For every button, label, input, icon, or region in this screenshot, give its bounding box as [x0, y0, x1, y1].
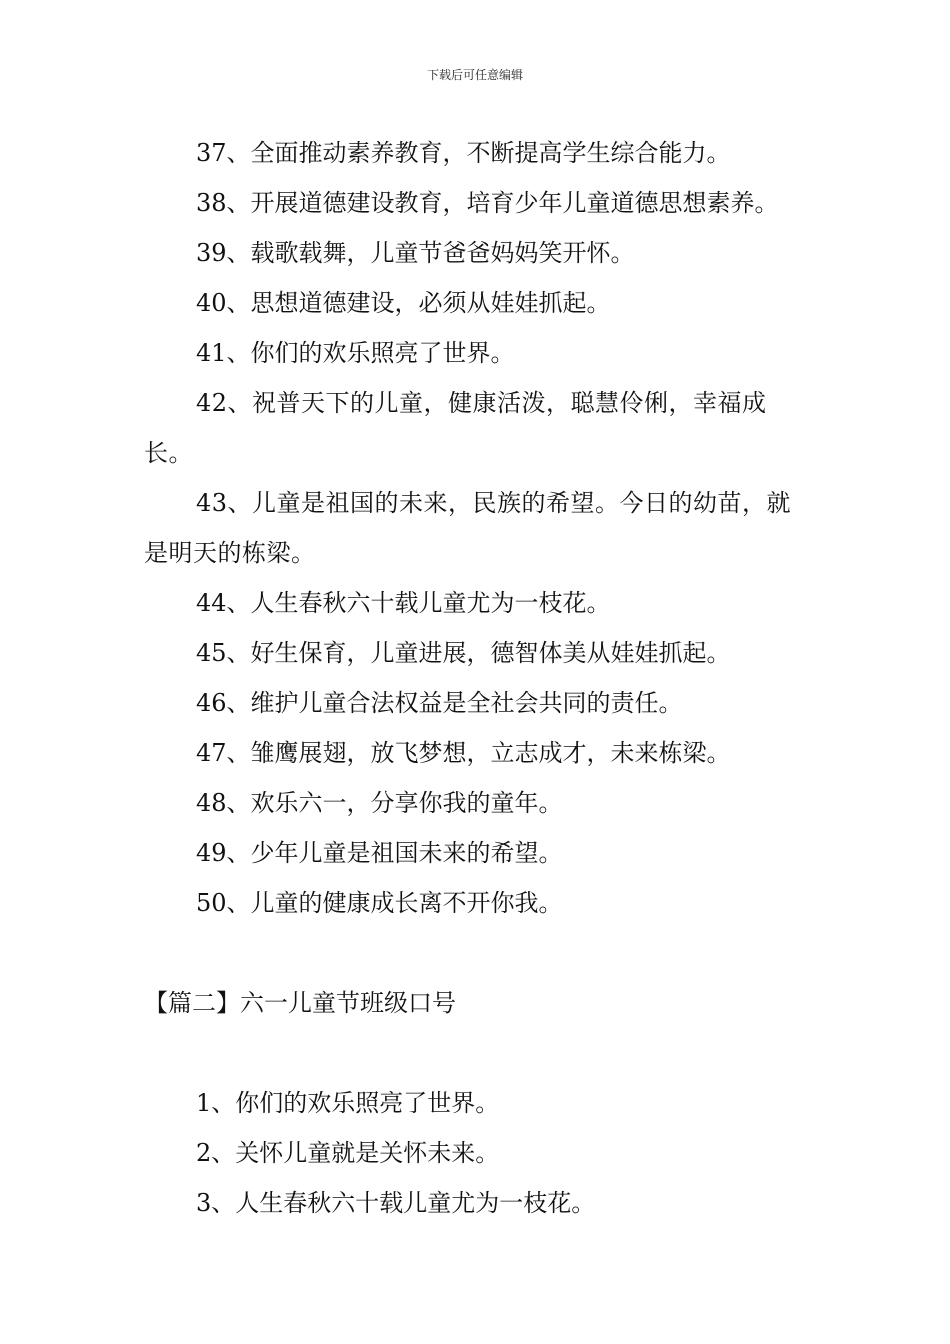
spacer — [144, 928, 814, 978]
spacer — [144, 1028, 814, 1078]
list-item: 39、载歌载舞，儿童节爸爸妈妈笑开怀。 — [196, 239, 635, 267]
list-item-wrapped: 43、儿童是祖国的未来，民族的希望。今日的幼苗，就是明天的栋梁。 — [144, 489, 792, 567]
list-item: 45、好生保育，儿童进展，德智体美从娃娃抓起。 — [196, 639, 731, 667]
list-item: 44、人生春秋六十载儿童尤为一枝花。 — [196, 589, 611, 617]
document-body — [144, 128, 814, 1228]
list-item: 1、你们的欢乐照亮了世界。 — [196, 1089, 500, 1117]
header-note: 下载后可任意编辑 — [426, 68, 523, 82]
section-heading: 【篇二】六一儿童节班级口号 — [144, 989, 456, 1017]
list-item: 40、思想道德建设，必须从娃娃抓起。 — [196, 289, 611, 317]
list-item: 46、维护儿童合法权益是全社会共同的责任。 — [196, 689, 683, 717]
list-item: 49、少年儿童是祖国未来的希望。 — [196, 839, 563, 867]
list-item: 38、开展道德建设教育，培育少年儿童道德思想素养。 — [196, 189, 779, 217]
list-item: 3、人生春秋六十载儿童尤为一枝花。 — [196, 1189, 596, 1217]
list-item: 2、关怀儿童就是关怀未来。 — [196, 1139, 500, 1167]
list-item: 37、全面推动素养教育，不断提高学生综合能力。 — [196, 139, 731, 167]
list-item: 47、雏鹰展翅，放飞梦想，立志成才，未来栋梁。 — [196, 739, 731, 767]
list-item-wrapped: 42、祝普天下的儿童，健康活泼，聪慧伶俐，幸福成长。 — [144, 389, 767, 467]
list-item: 50、儿童的健康成长离不开你我。 — [196, 889, 563, 917]
list-item: 48、欢乐六一，分享你我的童年。 — [196, 789, 563, 817]
section2-list — [144, 1078, 814, 1228]
list-item: 41、你们的欢乐照亮了世界。 — [196, 339, 515, 367]
